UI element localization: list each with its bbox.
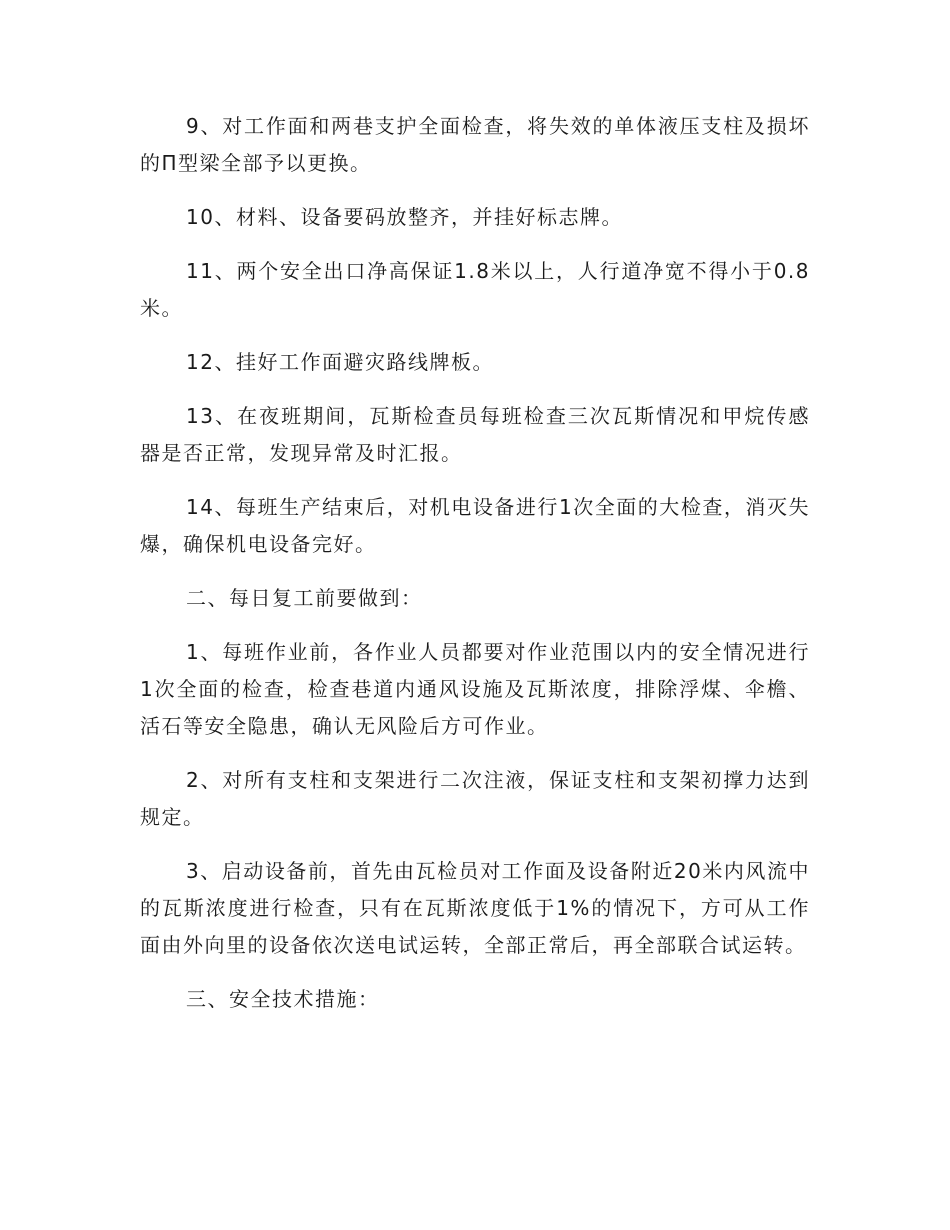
paragraph-item-11: 11、两个安全出口净高保证1.8米以上，人行道净宽不得小于0.8米。 [140,259,810,320]
section-heading-3: 三、安全技术措施： [186,987,380,1011]
paragraph-item-13: 13、在夜班期间，瓦斯检查员每班检查三次瓦斯情况和甲烷传感器是否正常，发现异常及时汇报。 [140,404,810,465]
paragraph-item-9: 9、对工作面和两巷支护全面检查，将失效的单体液压支柱及损坏的Π型梁全部予以更换。 [140,114,810,175]
section-heading-2: 二、每日复工前要做到： [186,586,423,610]
section-2-item-1: 1、每班作业前，各作业人员都要对作业范围以内的安全情况进行1次全面的检查，检查巷道内通风设施及瓦斯浓度，排除浮煤、伞檐、活石等安全隐患，确认无风险后方可作业。 [140,640,810,738]
paragraph-item-12: 12、挂好工作面避灾路线牌板。 [186,350,494,374]
section-2-item-3: 3、启动设备前，首先由瓦检员对工作面及设备附近20米内风流中的瓦斯浓度进行检查，只有在瓦斯浓度低于1%的情况下，方可从工作面由外向里的设备依次送电试运转，全部正常后，再全部联合试运转。 [140,859,810,957]
paragraph-item-10: 10、材料、设备要码放整齐，并挂好标志牌。 [186,205,623,229]
document-body [140,108,810,1035]
paragraph-item-14: 14、每班生产结束后，对机电设备进行1次全面的大检查，消灭失爆，确保机电设备完好。 [140,495,810,556]
section-2-item-2: 2、对所有支柱和支架进行二次注液，保证支柱和支架初撑力达到规定。 [140,768,810,829]
